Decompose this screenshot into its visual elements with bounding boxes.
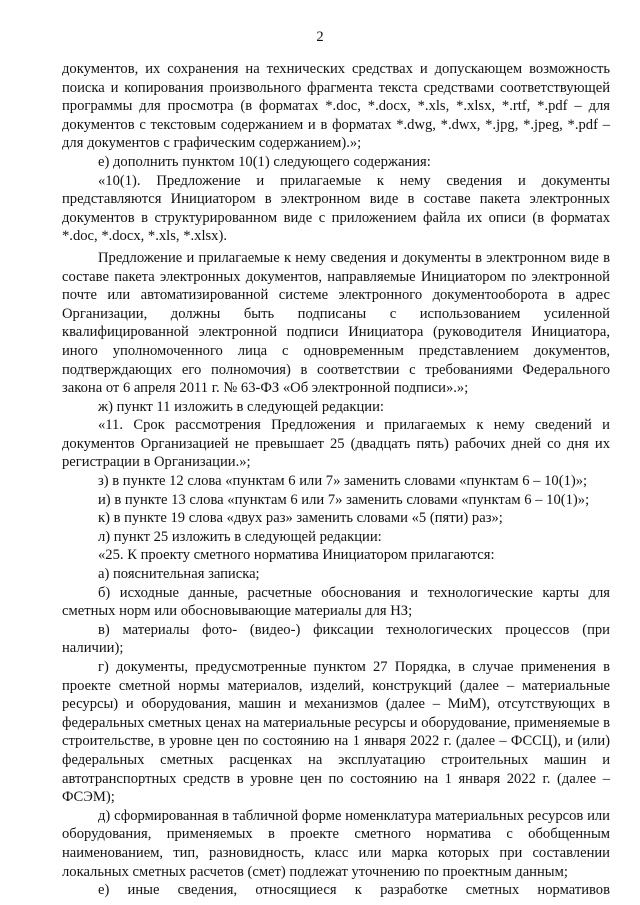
paragraph-subitem-b: б) исходные данные, расчетные обоснования и технологические карты для сметных норм или обосновывающие материалы для НЗ; [62, 584, 610, 620]
paragraph-point-10-1: «10(1). Предложение и прилагаемые к нему сведения и документы представляются Инициатором в электронном виде в составе пакета электронных документов в структурированном виде с приложением файла их описи (в форматах *.doc, *.docx, *.xls, *.xlsx). [62, 172, 610, 245]
paragraph-subitem-v: в) материалы фото- (видео-) фиксации технологических процессов (при наличии); [62, 621, 610, 657]
paragraph-signature-requirements: Предложение и прилагаемые к нему сведения и документы в электронном виде в составе пакета электронных документов, направляемые Инициатором по электронной почте или автоматизированной системе электронного документооборота в адрес Организации, должны быть подписаны с использованием усиленной квалифицированной электронной подписи Инициатора (руководителя Инициатора, иного уполномоченного лица с одновременным представлением документов, подтверждающих его полномочия) в соответствии с требованиями Федерального закона от 6 апреля 2011 г. № 63-ФЗ «Об электронной подписи».»; [62, 249, 610, 397]
paragraph-item-l: л) пункт 25 изложить в следующей редакции: [98, 528, 382, 545]
paragraph-continuation: документов, их сохранения на технических средствах и допускающем возможность поиска и копирования произвольного фрагмента текста средствами соответствующей программы для просмотра (в форматах *.doc, *.docx, *.xls, *.xlsx, *.rtf, *.pdf – для документов с текстовым содержанием и в форматах *.dwg, *.dwx, *.jpg, *.jpeg, *.pdf – для документов с графическим содержанием).»; [62, 61, 610, 152]
paragraph-subitem-g: г) документы, предусмотренные пунктом 27 Порядка, в случае применения в проекте сметной нормы материалов, изделий, конструкций (далее – материальные ресурсы) и оборудования, машин и механизмов (далее – МиМ), отсутствующих в федеральных сметных ценах на материальные ресурсы и оборудование, применяемые в строительстве, в уровне цен по состоянию на 1 января 2022 г. (далее – ФССЦ), и (или) федеральных сметных расценках на эксплуатацию строительных машин и автотранспортных средств в уровне цен по состоянию на 1 января 2022 г. (далее – ФСЭМ); [62, 659, 610, 806]
paragraph-item-i: и) в пункте 13 слова «пунктам 6 или 7» заменить словами «пунктам 6 – 10(1)»; [98, 491, 590, 508]
document-body [62, 60, 610, 900]
paragraph-point-11: «11. Срок рассмотрения Предложения и прилагаемых к нему сведений и документов Организацией не превышает 25 (двадцать пять) рабочих дней со дня их регистрации в Организации.»; [62, 417, 610, 471]
paragraph-point-25: «25. К проекту сметного норматива Инициатором прилагаются: [98, 547, 495, 564]
paragraph-subitem-a: а) пояснительная записка; [98, 566, 260, 583]
paragraph-item-e: е) дополнить пунктом 10(1) следующего содержания: [98, 153, 431, 170]
page-number: 2 [316, 29, 324, 45]
paragraph-item-k: к) в пункте 19 слова «двух раз» заменить словами «5 (пяти) раз»; [98, 510, 503, 527]
paragraph-item-z: з) в пункте 12 слова «пунктам 6 или 7» заменить словами «пунктам 6 – 10(1)»; [98, 473, 588, 490]
paragraph-subitem-d: д) сформированная в табличной форме номенклатура материальных ресурсов или оборудования, применяемых в проекте сметного норматива с обобщенным наименованием, тип, разновидность, класс или марка которых при составлении локальных сметных расчетов (смет) подлежат уточнению по проектным данным; [62, 807, 610, 880]
paragraph-item-zh: ж) пункт 11 изложить в следующей редакции: [98, 398, 384, 415]
paragraph-subitem-e: е) иные сведения, относящиеся к разработке сметных нормативов [98, 882, 610, 899]
